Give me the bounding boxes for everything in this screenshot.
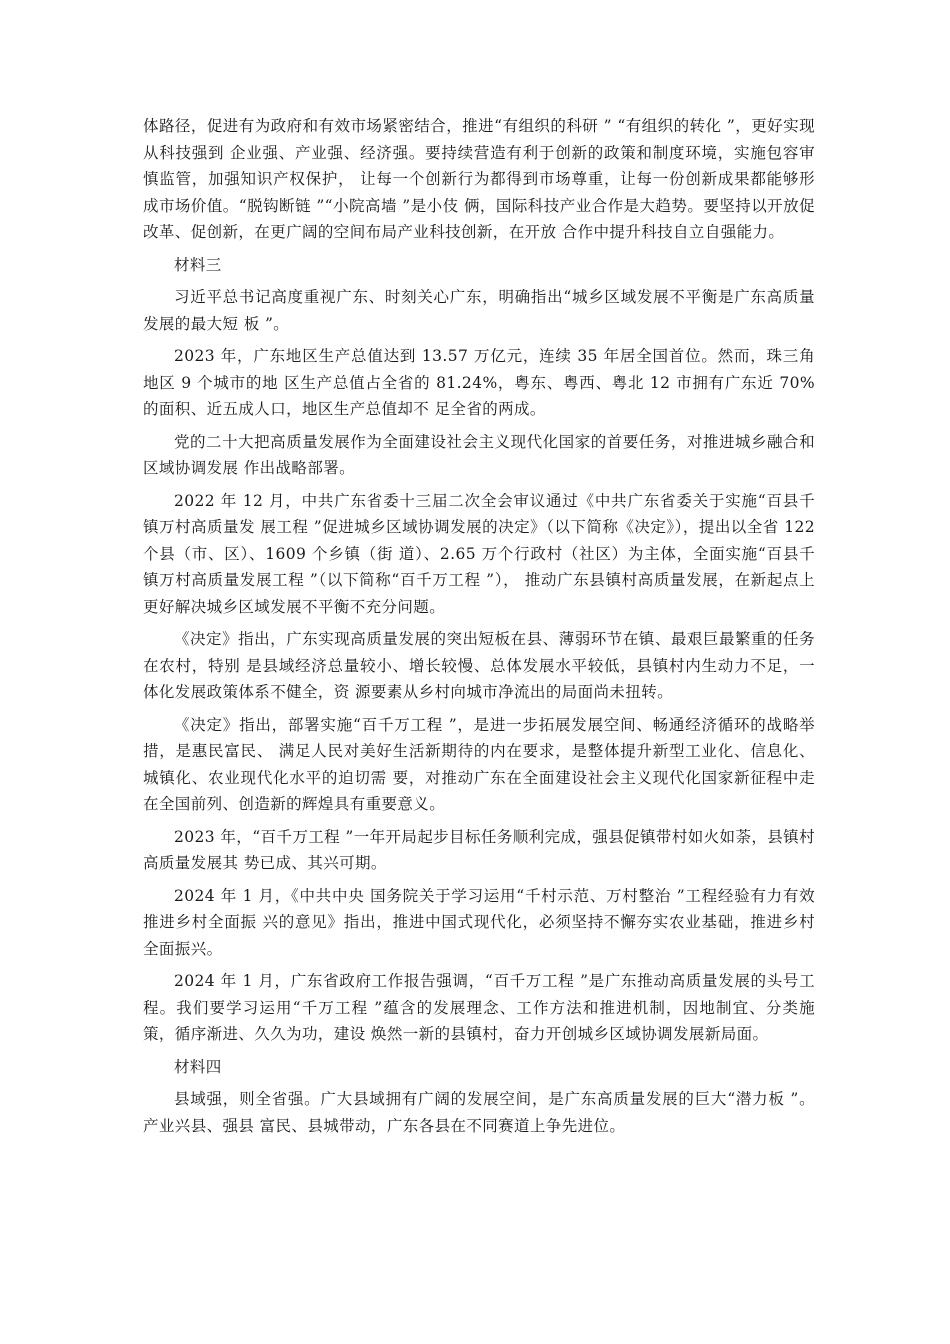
paragraph: 《决定》指出，广东实现高质量发展的突出短板在县、薄弱环节在镇、最艰巨最繁重的任务在农村，特别 是县域经济总量较小、增长较慢、总体发展水平较低，县镇村内生动力不足，一体化发展政策体系不健全，资 源要素从乡村向城市净流出的局面尚未扭转。 xyxy=(143,630,815,701)
paragraph: 2024 年 1 月，《中共中央 国务院关于学习运用“千村示范、万村整治 ”工程经验有力有效推进乡村全面振 兴的意见》指出，推进中国式现代化，必须坚持不懈夯实农业基础，推进乡村全面振兴。 xyxy=(143,886,815,958)
paragraph-continuation: 体路径，促进有为政府和有效市场紧密结合，推进“有组织的科研 ” “有组织的转化 ”，更好实现从科技强到 企业强、产业强、经济强。要持续营造有利于创新的政策和制度环境，实施包容审慎监管，加强知识产权保护， 让每一个创新行为都得到市场尊重，让每一份创新成果都能够形成市场价值。“脱钩断链 ”“小院高墙 ”是小伎 俩，国际科技产业合作是大趋势。要坚持以开放促改革、促创新，在更广阔的空间布局产业科技创新，在开放 合作中提升科技自立自强能力。 xyxy=(143,117,815,241)
paragraph: 党的二十大把高质量发展作为全面建设社会主义现代化国家的首要任务，对推进城乡融合和区域协调发展 作出战略部署。 xyxy=(143,432,815,477)
paragraph: 2023 年，广东地区生产总值达到 13.57 万亿元，连续 35 年居全国首位。然而，珠三角地区 9 个城市的地 区生产总值占全省的 81.24%，粤东、粤西、粤北 12 市拥有广东近 70%的面积、近五成人口，地区生产总值却不 足全省的两成。 xyxy=(143,347,815,418)
paragraph: 2024 年 1 月，广东省政府工作报告强调，“百千万工程 ”是广东推动高质量发展的头号工程。我们要学习运用“千万工程 ”蕴含的发展理念、工作方法和推进机制，因地制宜、分类施策，循序渐进、久久为功，建设 焕然一新的县镇村，奋力开创城乡区域协调发展新局面。 xyxy=(143,972,815,1043)
paragraph: 《决定》指出，部署实施“百千万工程 ”，是进一步拓展发展空间、畅通经济循环的战略举措，是惠民富民、 满足人民对美好生活新期待的内在要求，是整体提升新型工业化、信息化、城镇化、农业现代化水平的迫切需 要，对推动广东在全面建设社会主义现代化国家新征程中走在全国前列、创造新的辉煌具有重要意义。 xyxy=(143,715,815,813)
paragraph: 2022 年 12 月，中共广东省委十三届二次全会审议通过《中共广东省委关于实施“百县千镇万村高质量发 展工程 ”促进城乡区域协调发展的决定》（以下简称《决定》），提出以全省 122 个县（市、区）、1609 个乡镇（街 道）、2.65 万个行政村（社区）为主体，全面实施“百县千镇万村高质量发展工程 ”（以下简称“百千万工程 ”）， 推动广东县镇村高质量发展，在新起点上更好解决城乡区域发展不平衡不充分问题。 xyxy=(143,491,815,616)
section-heading-material-4: 材料四 xyxy=(174,1057,222,1076)
paragraph: 习近平总书记高度重视广东、时刻关心广东，明确指出“城乡区域发展不平衡是广东高质量发展的最大短 板 ”。 xyxy=(143,288,815,333)
document-body xyxy=(143,113,815,1145)
paragraph: 2023 年，“百千万工程 ”一年开局起步目标任务顺利完成，强县促镇带村如火如荼，县镇村高质量发展其 势已成、其兴可期。 xyxy=(143,827,815,872)
section-heading-material-3: 材料三 xyxy=(174,255,222,274)
paragraph: 县域强，则全省强。广大县域拥有广阔的发展空间，是广东高质量发展的巨大“潜力板 ”。产业兴县、强县 富民、县城带动，广东各县在不同赛道上争先进位。 xyxy=(143,1090,815,1135)
